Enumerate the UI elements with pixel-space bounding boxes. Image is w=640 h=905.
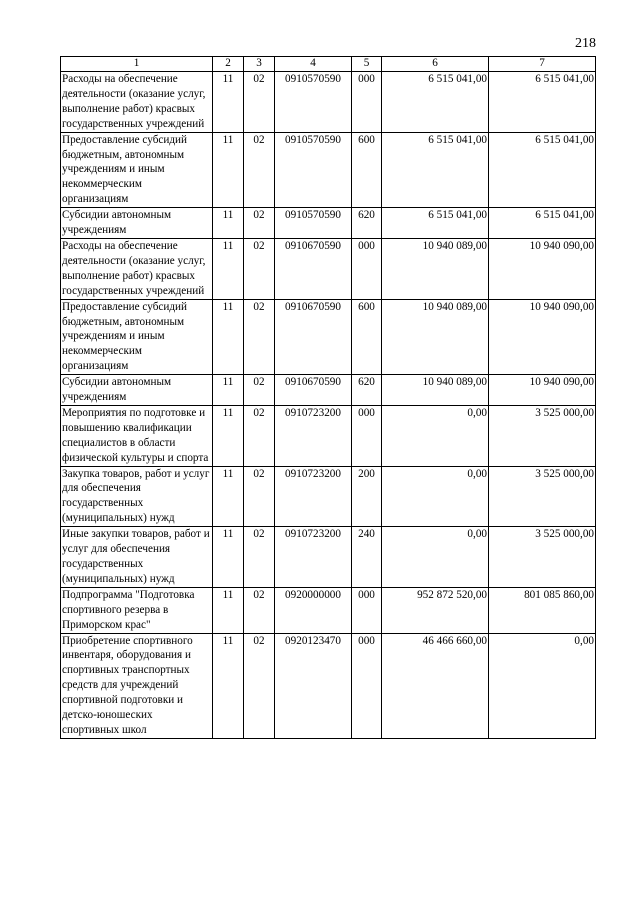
subsection-code: 02 bbox=[244, 375, 275, 406]
expense-type-code: 620 bbox=[352, 208, 382, 239]
col-header-7: 7 bbox=[489, 57, 596, 72]
subsection-code: 02 bbox=[244, 299, 275, 375]
row-name: Иные закупки товаров, работ и услуг для обеспечения государственных (муниципальных) нужд bbox=[61, 527, 213, 588]
amount-col-7: 6 515 041,00 bbox=[489, 132, 596, 208]
col-header-4: 4 bbox=[275, 57, 352, 72]
subsection-code: 02 bbox=[244, 72, 275, 133]
table-row bbox=[61, 132, 596, 208]
amount-col-7: 3 525 000,00 bbox=[489, 466, 596, 527]
header-row bbox=[61, 57, 596, 72]
amount-col-6: 0,00 bbox=[382, 405, 489, 466]
amount-col-7: 10 940 090,00 bbox=[489, 238, 596, 299]
target-article-code: 0910670590 bbox=[275, 299, 352, 375]
row-name: Субсидии автономным учреждениям bbox=[61, 375, 213, 406]
subsection-code: 02 bbox=[244, 208, 275, 239]
row-name: Закупка товаров, работ и услуг для обеспечения государственных (муниципальных) нужд bbox=[61, 466, 213, 527]
target-article-code: 0910723200 bbox=[275, 466, 352, 527]
amount-col-6: 10 940 089,00 bbox=[382, 375, 489, 406]
table-row bbox=[61, 375, 596, 406]
row-name: Мероприятия по подготовке и повышению квалификации специалистов в области физической культуры и спорта bbox=[61, 405, 213, 466]
amount-col-6: 6 515 041,00 bbox=[382, 72, 489, 133]
section-code: 11 bbox=[213, 208, 244, 239]
row-name: Предоставление субсидий бюджетным, автономным учреждениям и иным некоммерческим организациям bbox=[61, 299, 213, 375]
row-name: Приобретение спортивного инвентаря, оборудования и спортивных транспортных средств для учреждений спортивной подготовки и детско-юношеских спортивных школ bbox=[61, 633, 213, 738]
table-row bbox=[61, 587, 596, 633]
section-code: 11 bbox=[213, 299, 244, 375]
section-code: 11 bbox=[213, 405, 244, 466]
section-code: 11 bbox=[213, 466, 244, 527]
expense-type-code: 000 bbox=[352, 633, 382, 738]
amount-col-7: 3 525 000,00 bbox=[489, 405, 596, 466]
table-row bbox=[61, 405, 596, 466]
target-article-code: 0910723200 bbox=[275, 405, 352, 466]
section-code: 11 bbox=[213, 527, 244, 588]
target-article-code: 0910670590 bbox=[275, 238, 352, 299]
section-code: 11 bbox=[213, 587, 244, 633]
section-code: 11 bbox=[213, 132, 244, 208]
expense-type-code: 600 bbox=[352, 132, 382, 208]
table-row bbox=[61, 633, 596, 738]
amount-col-6: 0,00 bbox=[382, 527, 489, 588]
target-article-code: 0920000000 bbox=[275, 587, 352, 633]
amount-col-6: 46 466 660,00 bbox=[382, 633, 489, 738]
expense-type-code: 000 bbox=[352, 238, 382, 299]
section-code: 11 bbox=[213, 238, 244, 299]
table-row bbox=[61, 208, 596, 239]
amount-col-6: 10 940 089,00 bbox=[382, 299, 489, 375]
amount-col-6: 6 515 041,00 bbox=[382, 208, 489, 239]
expense-type-code: 600 bbox=[352, 299, 382, 375]
expense-type-code: 000 bbox=[352, 72, 382, 133]
budget-table bbox=[60, 56, 596, 739]
row-name: Предоставление субсидий бюджетным, автономным учреждениям и иным некоммерческим организациям bbox=[61, 132, 213, 208]
expense-type-code: 200 bbox=[352, 466, 382, 527]
col-header-6: 6 bbox=[382, 57, 489, 72]
target-article-code: 0910570590 bbox=[275, 208, 352, 239]
amount-col-7: 0,00 bbox=[489, 633, 596, 738]
amount-col-7: 10 940 090,00 bbox=[489, 375, 596, 406]
table-row bbox=[61, 72, 596, 133]
row-name: Субсидии автономным учреждениям bbox=[61, 208, 213, 239]
amount-col-7: 6 515 041,00 bbox=[489, 208, 596, 239]
subsection-code: 02 bbox=[244, 466, 275, 527]
amount-col-7: 6 515 041,00 bbox=[489, 72, 596, 133]
target-article-code: 0910570590 bbox=[275, 132, 352, 208]
expense-type-code: 000 bbox=[352, 587, 382, 633]
table-row bbox=[61, 238, 596, 299]
col-header-3: 3 bbox=[244, 57, 275, 72]
amount-col-6: 952 872 520,00 bbox=[382, 587, 489, 633]
table-row bbox=[61, 299, 596, 375]
table-row bbox=[61, 527, 596, 588]
amount-col-7: 10 940 090,00 bbox=[489, 299, 596, 375]
page-number: 218 bbox=[575, 36, 596, 51]
section-code: 11 bbox=[213, 633, 244, 738]
amount-col-6: 10 940 089,00 bbox=[382, 238, 489, 299]
amount-col-7: 801 085 860,00 bbox=[489, 587, 596, 633]
subsection-code: 02 bbox=[244, 238, 275, 299]
subsection-code: 02 bbox=[244, 405, 275, 466]
col-header-2: 2 bbox=[213, 57, 244, 72]
subsection-code: 02 bbox=[244, 587, 275, 633]
subsection-code: 02 bbox=[244, 527, 275, 588]
row-name: Подпрограмма "Подготовка спортивного резерва в Приморском крас" bbox=[61, 587, 213, 633]
expense-type-code: 620 bbox=[352, 375, 382, 406]
table-row bbox=[61, 466, 596, 527]
target-article-code: 0910670590 bbox=[275, 375, 352, 406]
col-header-5: 5 bbox=[352, 57, 382, 72]
table-body bbox=[61, 72, 596, 739]
amount-col-6: 0,00 bbox=[382, 466, 489, 527]
section-code: 11 bbox=[213, 72, 244, 133]
expense-type-code: 000 bbox=[352, 405, 382, 466]
subsection-code: 02 bbox=[244, 132, 275, 208]
section-code: 11 bbox=[213, 375, 244, 406]
col-header-1: 1 bbox=[61, 57, 213, 72]
row-name: Расходы на обеспечение деятельности (оказание услуг, выполнение работ) красвых государственных учреждений bbox=[61, 72, 213, 133]
amount-col-6: 6 515 041,00 bbox=[382, 132, 489, 208]
expense-type-code: 240 bbox=[352, 527, 382, 588]
table-header bbox=[61, 57, 596, 72]
row-name: Расходы на обеспечение деятельности (оказание услуг, выполнение работ) красвых государственных учреждений bbox=[61, 238, 213, 299]
target-article-code: 0920123470 bbox=[275, 633, 352, 738]
target-article-code: 0910570590 bbox=[275, 72, 352, 133]
amount-col-7: 3 525 000,00 bbox=[489, 527, 596, 588]
target-article-code: 0910723200 bbox=[275, 527, 352, 588]
subsection-code: 02 bbox=[244, 633, 275, 738]
